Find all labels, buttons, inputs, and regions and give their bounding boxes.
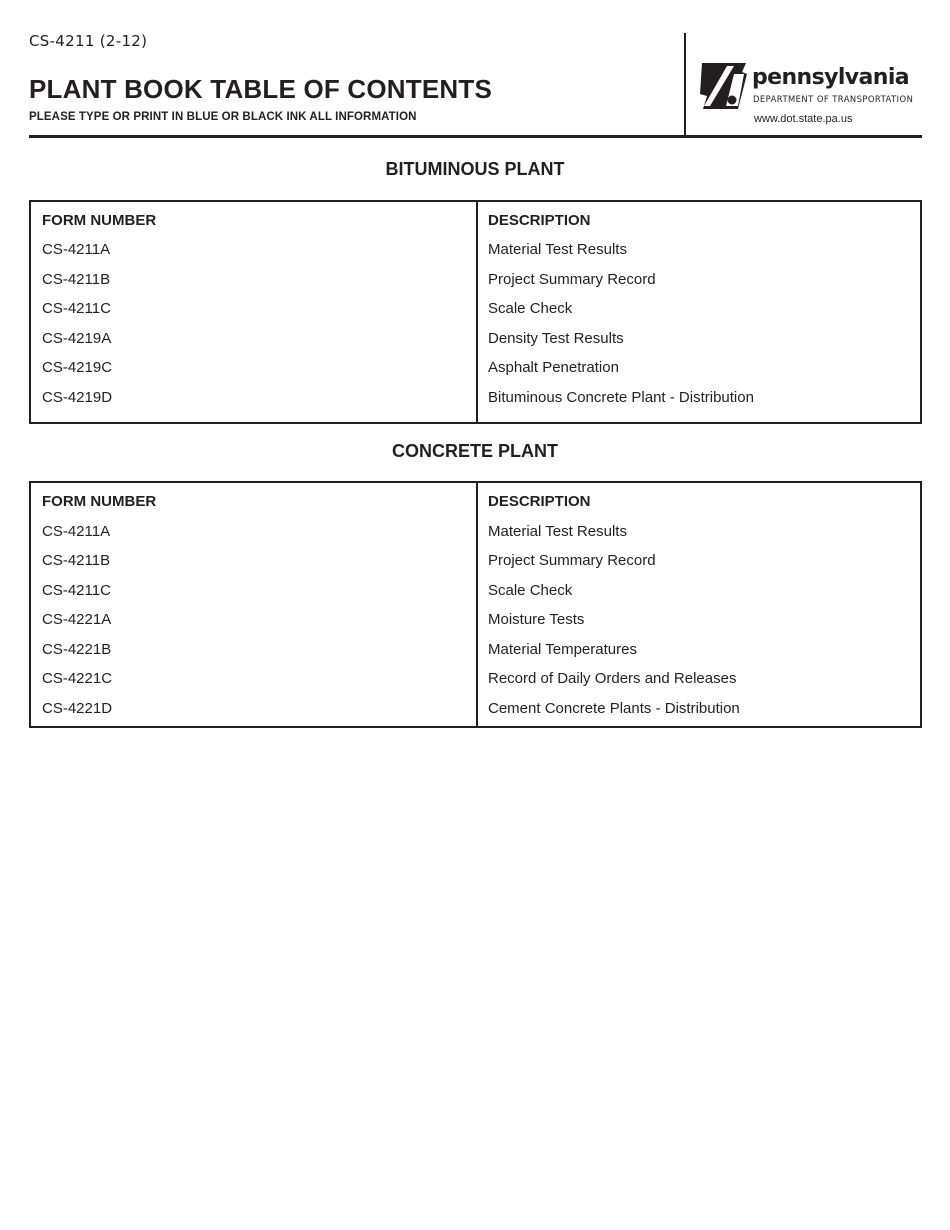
form-description: Moisture Tests — [488, 611, 585, 628]
section-title-bituminous: BITUMINOUS PLANT — [385, 159, 565, 179]
header-vertical-rule — [684, 33, 686, 137]
table-row — [31, 269, 920, 291]
form-number: CS-4221C — [42, 670, 113, 687]
table-row — [31, 580, 920, 602]
table-row — [31, 298, 920, 320]
form-number: CS-4219C — [42, 359, 113, 376]
page-title: PLANT BOOK TABLE OF CONTENTS — [29, 74, 492, 104]
form-number: CS-4219A — [42, 329, 112, 347]
column-header: FORM NUMBER — [42, 493, 157, 510]
form-number: CS-4211A — [42, 241, 111, 258]
table-row — [31, 639, 920, 661]
header-horizontal-rule — [29, 135, 922, 138]
form-number: CS-4219D — [42, 388, 113, 406]
column-header: DESCRIPTION — [488, 493, 591, 510]
table-row — [31, 328, 920, 350]
form-description: Material Test Results — [488, 241, 627, 258]
form-number: CS-4221B — [42, 640, 112, 658]
form-number: CS-4211B — [42, 270, 111, 288]
table-row — [31, 357, 920, 379]
form-description: Material Test Results — [488, 522, 627, 540]
table-row — [31, 550, 920, 572]
form-description: Density Test Results — [488, 329, 624, 347]
table-row — [31, 609, 920, 631]
table-row — [31, 387, 920, 409]
form-number: CS-4221D — [42, 699, 113, 717]
table-row — [31, 698, 920, 720]
logo-department: DEPARTMENT OF TRANSPORTATION — [753, 94, 914, 104]
table-header-row — [31, 491, 920, 513]
table-row — [31, 521, 920, 543]
keystone-road-icon — [700, 62, 748, 110]
ink-instructions: PLEASE TYPE OR PRINT IN BLUE OR BLACK INK ALL INFORMATION — [29, 111, 417, 123]
table-row — [31, 668, 920, 690]
penndot-logo — [700, 62, 920, 112]
form-description: Project Summary Record — [488, 270, 656, 288]
logo-wordmark: pennsylvania — [752, 65, 910, 90]
concrete-table — [29, 481, 922, 728]
form-description: Bituminous Concrete Plant - Distribution — [488, 388, 754, 406]
bituminous-table — [29, 200, 922, 424]
form-description: Record of Daily Orders and Releases — [488, 670, 737, 687]
form-description: Project Summary Record — [488, 552, 656, 569]
section-title-concrete: CONCRETE PLANT — [392, 441, 558, 461]
form-number: CS-4211B — [42, 552, 111, 569]
form-number: CS-4211A — [42, 522, 111, 540]
website-url: www.dot.state.pa.us — [754, 113, 853, 125]
form-number: CS-4221A — [42, 611, 112, 628]
form-number: CS-4211C — [42, 300, 111, 317]
form-description: Material Temperatures — [488, 640, 637, 658]
form-description: Asphalt Penetration — [488, 359, 619, 376]
form-code: CS-4211 (2-12) — [29, 32, 148, 50]
form-description: Scale Check — [488, 581, 573, 599]
table-header-row — [31, 210, 920, 232]
form-number: CS-4211C — [42, 581, 111, 599]
form-description: Cement Concrete Plants - Distribution — [488, 699, 740, 717]
form-description: Scale Check — [488, 300, 573, 317]
column-header: FORM NUMBER — [42, 212, 157, 229]
column-header: DESCRIPTION — [488, 212, 591, 229]
table-row — [31, 239, 920, 261]
